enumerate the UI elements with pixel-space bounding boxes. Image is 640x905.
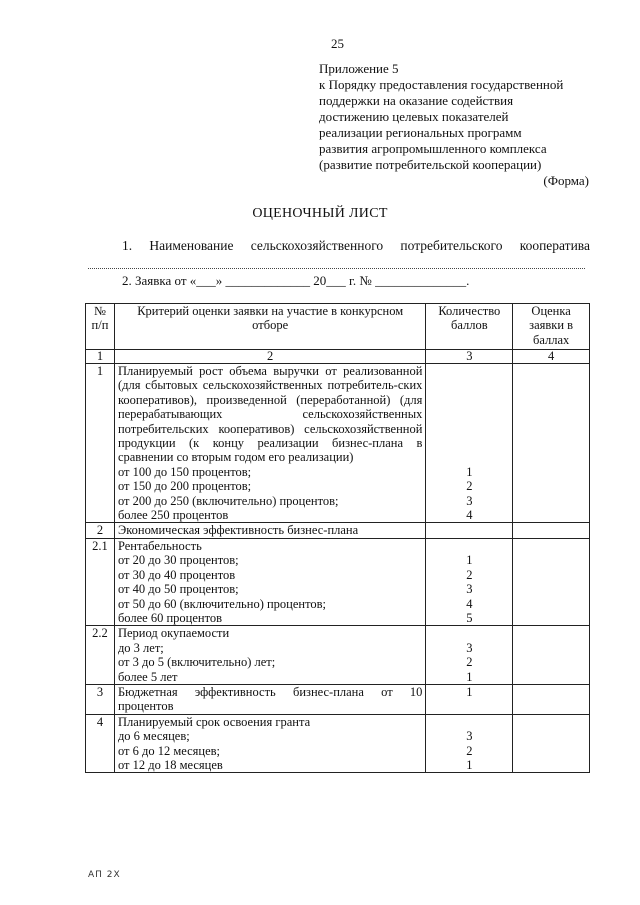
criterion-cell xyxy=(114,714,425,773)
criterion-option: от 40 до 50 процентов; xyxy=(117,582,239,597)
option-points: 1 xyxy=(466,553,473,568)
estimate-cell[interactable] xyxy=(513,364,590,523)
option-points: 2 xyxy=(466,655,473,670)
table-row xyxy=(86,626,590,685)
application-line: 2. Заявка от «___» _____________ 20___ г. № ______________. xyxy=(122,273,470,288)
option-points: 3 xyxy=(466,640,473,655)
criterion-description: Период окупаемости xyxy=(117,626,230,641)
criterion-option: от 6 до 12 месяцев; xyxy=(117,743,221,758)
estimate-cell[interactable] xyxy=(513,714,590,773)
document-title: ОЦЕНОЧНЫЙ ЛИСТ xyxy=(252,206,388,221)
table-row xyxy=(86,364,590,523)
points-cell xyxy=(426,538,513,625)
option-points: 4 xyxy=(466,596,473,611)
criterion-option: до 6 месяцев; xyxy=(117,729,190,744)
row-num: 4 xyxy=(86,714,115,773)
table-row xyxy=(86,538,590,625)
option-points: 1 xyxy=(466,684,473,699)
criterion-option: более 5 лет xyxy=(117,669,178,684)
option-points: 1 xyxy=(466,669,473,684)
points-cell xyxy=(426,523,513,538)
criterion-cell xyxy=(114,538,425,625)
row-num: 2.1 xyxy=(86,538,115,625)
option-points: 3 xyxy=(466,729,473,744)
appendix-line: Приложение 5 xyxy=(319,61,399,76)
table-index-row xyxy=(86,350,590,364)
option-points: 1 xyxy=(466,757,473,772)
cooperative-name-line: 1. Наименование сельскохозяйственного потребительского кооператива xyxy=(122,238,590,253)
option-points: 2 xyxy=(466,743,473,758)
estimate-cell[interactable] xyxy=(513,538,590,625)
estimate-cell[interactable] xyxy=(513,523,590,538)
option-points: 3 xyxy=(466,582,473,597)
option-points: 4 xyxy=(466,508,473,523)
criterion-cell xyxy=(114,684,425,714)
form-label: (Форма) xyxy=(543,173,589,188)
criterion-description: Экономическая эффективность бизнес-плана xyxy=(117,523,359,538)
criterion-option: от 12 до 18 месяцев xyxy=(117,757,223,772)
option-points: 2 xyxy=(466,479,473,494)
points-cell xyxy=(426,364,513,523)
table-row xyxy=(86,684,590,714)
index-cell: 2 xyxy=(114,350,425,364)
option-points: 1 xyxy=(466,464,473,479)
option-points: 3 xyxy=(466,493,473,508)
evaluation-table xyxy=(85,303,590,773)
appendix-line: поддержки на оказание содействия xyxy=(319,93,514,108)
points-cell xyxy=(426,684,513,714)
estimate-cell[interactable] xyxy=(513,684,590,714)
criterion-description: Планируемый срок освоения гранта xyxy=(117,714,311,729)
option-points: 2 xyxy=(466,567,473,582)
index-cell: 1 xyxy=(86,350,115,364)
points-cell xyxy=(426,714,513,773)
points-cell xyxy=(426,626,513,685)
footer-stamp: АП 2Х xyxy=(88,870,121,880)
criterion-option: от 100 до 150 процентов; xyxy=(117,464,252,479)
criterion-description: Бюджетная эффективность бизнес-плана от 10 процентов xyxy=(117,684,423,714)
criterion-option: до 3 лет; xyxy=(117,640,164,655)
page-number: 25 xyxy=(331,36,344,51)
table-row xyxy=(86,714,590,773)
criterion-option: от 150 до 200 процентов; xyxy=(117,479,252,494)
criterion-option: от 50 до 60 (включительно) процентов; xyxy=(117,596,327,611)
index-cell: 3 xyxy=(426,350,513,364)
estimate-cell[interactable] xyxy=(513,626,590,685)
criterion-cell xyxy=(114,626,425,685)
appendix-block xyxy=(319,61,591,189)
criterion-option: от 3 до 5 (включительно) лет; xyxy=(117,655,276,670)
criterion-option: более 250 процентов xyxy=(117,508,229,523)
header-estimate: Оценка заявки в баллах xyxy=(513,304,590,350)
header-criterion: Критерий оценки заявки на участие в конкурсном отборе xyxy=(114,304,425,350)
appendix-line: развития агропромышленного комплекса xyxy=(319,141,547,156)
criterion-option: от 20 до 30 процентов; xyxy=(117,553,239,568)
criterion-option: более 60 процентов xyxy=(117,610,223,625)
appendix-line: реализации региональных программ xyxy=(319,125,522,140)
criterion-description: Рентабельность xyxy=(117,538,202,553)
criterion-option: от 30 до 40 процентов xyxy=(117,567,236,582)
criterion-cell xyxy=(114,523,425,538)
header-num: № п/п xyxy=(86,304,115,350)
row-num: 3 xyxy=(86,684,115,714)
criterion-option: от 200 до 250 (включительно) процентов; xyxy=(117,493,339,508)
blank-fill-line xyxy=(88,268,585,269)
option-points: 5 xyxy=(466,610,473,625)
table-header-row xyxy=(86,304,590,350)
row-num: 2 xyxy=(86,523,115,538)
criterion-cell xyxy=(114,364,425,523)
appendix-line: к Порядку предоставления государственной xyxy=(319,77,564,92)
header-points: Количество баллов xyxy=(426,304,513,350)
table-row xyxy=(86,523,590,538)
appendix-line: (развитие потребительской кооперации) xyxy=(319,157,542,172)
appendix-line: достижению целевых показателей xyxy=(319,109,509,124)
row-num: 2.2 xyxy=(86,626,115,685)
row-num: 1 xyxy=(86,364,115,523)
index-cell: 4 xyxy=(513,350,590,364)
criterion-description: Планируемый рост объема выручки от реализованной (для сбытовых сельскохозяйственных потребитель-ских кооперативов), произведенной (переработанной) (для перерабатывающих сельскохозяйственных потребительских кооперативов) сельскохозяйственной продукции (к концу реализации бизнес-плана в сравнении со вторым годом его реализации) xyxy=(117,364,423,465)
